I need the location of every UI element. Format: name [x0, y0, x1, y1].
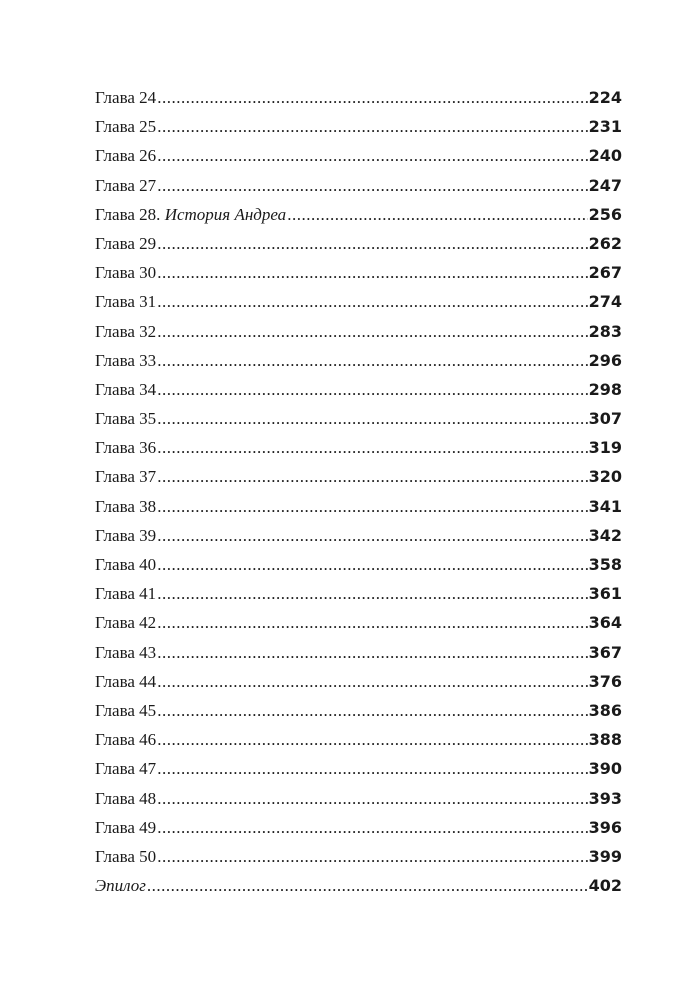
toc-entry [95, 462, 622, 491]
dot-leader [157, 258, 587, 287]
toc-entry-title [95, 112, 156, 141]
chapter-label: Глава 43 [95, 642, 157, 662]
toc-entry-title [95, 375, 156, 404]
toc-entry [95, 317, 622, 346]
toc-entry [95, 492, 622, 521]
dot-leader [157, 83, 587, 112]
toc-entry [95, 754, 622, 783]
chapter-label: Глава 44 [95, 671, 157, 691]
toc-entry [95, 375, 622, 404]
chapter-label: Глава 24 [95, 88, 157, 107]
chapter-label: Глава 42 [95, 613, 157, 633]
toc-entry-title [95, 550, 156, 579]
toc-entry-page: 402 [588, 876, 622, 896]
toc-entry [95, 171, 622, 200]
toc-entry-page: 283 [588, 321, 622, 341]
toc-entry-title [95, 287, 156, 316]
chapter-label: Глава 30 [95, 263, 157, 283]
toc-entry-page: 396 [588, 817, 622, 837]
toc-entry-page: 393 [588, 788, 622, 808]
toc-entry-page: 247 [588, 175, 622, 195]
chapter-label: Глава 32 [95, 321, 157, 341]
toc-entry-title [95, 813, 156, 842]
toc-entry [95, 579, 622, 608]
dot-leader [157, 784, 587, 813]
toc-entry-page: 298 [588, 379, 622, 399]
toc-entry [95, 433, 622, 462]
toc-entry-title [95, 667, 156, 696]
chapter-label: Глава 31 [95, 292, 157, 312]
toc-entry [95, 521, 622, 550]
toc-entry-title [95, 462, 156, 491]
toc-entry [95, 725, 622, 754]
toc-entry-page: 364 [588, 613, 622, 633]
chapter-subtitle: История Андреа [164, 204, 287, 224]
dot-leader [157, 141, 587, 170]
chapter-label: Глава 39 [95, 525, 157, 545]
dot-leader [157, 608, 587, 637]
toc-entry-page: 367 [588, 642, 622, 662]
toc-entry-page: 224 [588, 88, 622, 107]
toc-entry-page: 319 [588, 438, 622, 458]
toc-entry-title [95, 725, 156, 754]
toc-entry-page: 256 [588, 204, 622, 224]
dot-leader [157, 171, 587, 200]
chapter-label: Глава 40 [95, 555, 157, 574]
toc-entry-title [95, 608, 156, 637]
dot-leader [157, 813, 587, 842]
toc-entry-title [95, 200, 286, 229]
toc-entry [95, 550, 622, 579]
toc-entry-title [95, 317, 156, 346]
toc-entry [95, 813, 622, 842]
chapter-label: Глава 35 [95, 409, 157, 429]
dot-leader [157, 754, 587, 783]
dot-leader [157, 579, 587, 608]
chapter-label: Глава 49 [95, 817, 157, 837]
chapter-label: Глава 28. [95, 204, 161, 224]
toc-entry [95, 83, 622, 112]
dot-leader [157, 229, 587, 258]
toc-entry-title [95, 229, 156, 258]
toc-entry-page: 341 [588, 496, 622, 516]
chapter-label: Глава 47 [95, 759, 157, 779]
chapter-label: Глава 26 [95, 146, 157, 166]
toc-entry-title [95, 842, 156, 871]
toc-entry-page: 388 [588, 730, 622, 750]
chapter-label: Глава 27 [95, 175, 157, 195]
toc-entry [95, 608, 622, 637]
dot-leader [157, 433, 587, 462]
toc-entry [95, 229, 622, 258]
dot-leader [157, 375, 587, 404]
toc-entry-title [95, 83, 156, 112]
toc-entry-title [95, 579, 156, 608]
dot-leader [287, 200, 587, 229]
toc-entry-page: 307 [588, 409, 622, 429]
dot-leader [157, 346, 587, 375]
toc-entry-page: 262 [588, 233, 622, 253]
toc-entry-title [95, 638, 156, 667]
chapter-label: Глава 36 [95, 438, 157, 458]
toc-entry-page: 274 [588, 292, 622, 312]
chapter-label: Глава 33 [95, 350, 157, 370]
toc-entry-title [95, 258, 156, 287]
toc-entry [95, 287, 622, 316]
toc-entry-title [95, 696, 156, 725]
dot-leader [147, 871, 588, 900]
toc-entry-title [95, 346, 156, 375]
toc-entry-title [95, 784, 156, 813]
chapter-label: Глава 37 [95, 467, 157, 487]
toc-entry [95, 404, 622, 433]
chapter-label: Глава 38 [95, 496, 157, 516]
chapter-label: Глава 29 [95, 233, 157, 253]
toc-entry-page: 390 [588, 759, 622, 779]
dot-leader [157, 317, 587, 346]
toc-entry-title [95, 492, 156, 521]
toc-entry [95, 200, 622, 229]
toc-entry-page: 267 [588, 263, 622, 283]
toc-entry-page: 240 [588, 146, 622, 166]
dot-leader [157, 112, 587, 141]
toc-entry-page: 358 [588, 555, 622, 574]
toc-entry-page: 376 [588, 671, 622, 691]
chapter-label: Глава 25 [95, 117, 157, 137]
toc-entry-title [95, 404, 156, 433]
chapter-label: Глава 50 [95, 846, 157, 866]
dot-leader [157, 667, 587, 696]
toc-entry-page: 231 [588, 117, 622, 137]
toc-entry-page: 399 [588, 846, 622, 866]
toc-entry [95, 112, 622, 141]
dot-leader [157, 550, 587, 579]
dot-leader [157, 404, 587, 433]
toc-entry [95, 638, 622, 667]
dot-leader [157, 462, 587, 491]
toc-entry-title [95, 521, 156, 550]
dot-leader [157, 521, 587, 550]
toc-entry [95, 842, 622, 871]
chapter-label: Глава 46 [95, 730, 157, 750]
toc-entry-epilogue [95, 871, 622, 900]
dot-leader [157, 725, 587, 754]
dot-leader [157, 696, 587, 725]
toc-entry-title [95, 754, 156, 783]
chapter-label: Глава 41 [95, 584, 157, 604]
toc-entry-page: 320 [588, 467, 622, 487]
toc-entry-page: 361 [588, 584, 622, 604]
chapter-label: Глава 34 [95, 379, 157, 399]
toc-entry [95, 696, 622, 725]
toc-entry [95, 141, 622, 170]
toc-entry [95, 258, 622, 287]
toc-entry [95, 346, 622, 375]
dot-leader [157, 842, 587, 871]
dot-leader [157, 287, 587, 316]
toc-entry-page: 386 [588, 700, 622, 720]
dot-leader [157, 492, 587, 521]
toc-entry-title [95, 433, 156, 462]
toc-entry-title [95, 141, 156, 170]
chapter-label: Глава 45 [95, 700, 157, 720]
toc-entry [95, 667, 622, 696]
chapter-label: Глава 48 [95, 788, 157, 808]
toc-entry-title: Эпилог [95, 876, 146, 896]
toc-entry-page: 296 [588, 350, 622, 370]
toc-entry [95, 784, 622, 813]
toc-entry-page: 342 [588, 525, 622, 545]
table-of-contents [95, 83, 622, 900]
toc-entry-title [95, 171, 156, 200]
dot-leader [157, 638, 587, 667]
